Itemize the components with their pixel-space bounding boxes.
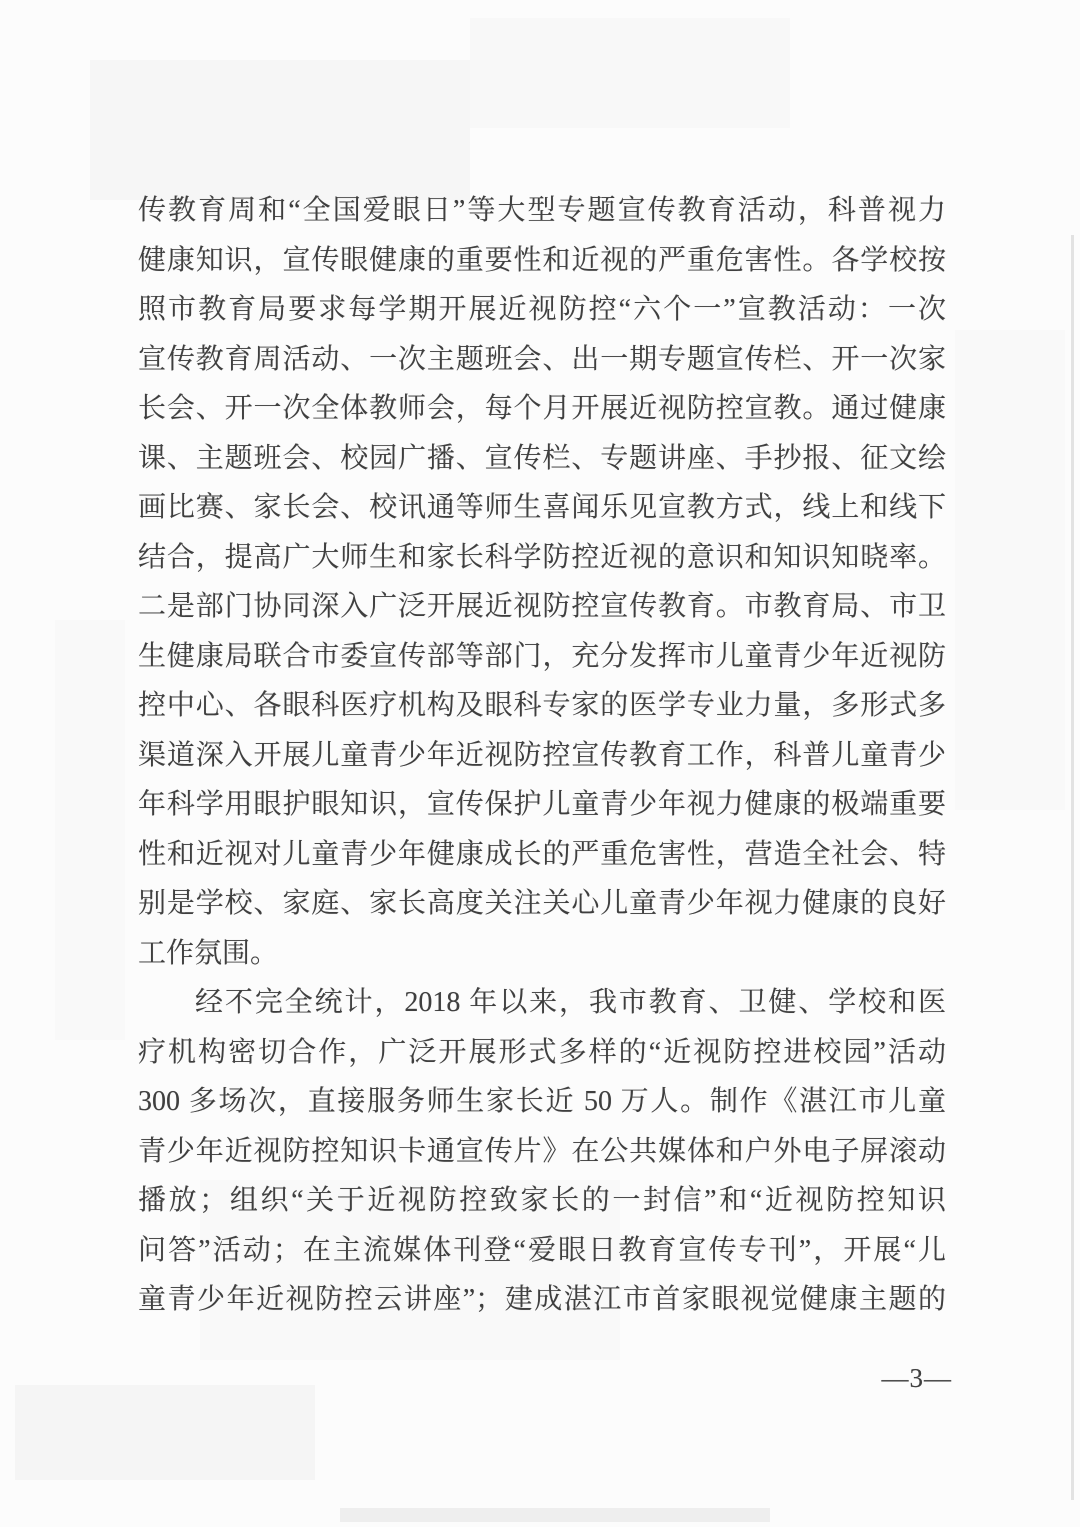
text-line: 别是学校、家庭、家长高度关注关心儿童青少年视力健康的良好	[138, 888, 946, 919]
text-line: 照市教育局要求每学期开展近视防控“六个一”宣教活动：一次	[138, 294, 946, 325]
text-line: 课、主题班会、校园广播、宣传栏、专题讲座、手抄报、征文绘	[138, 442, 946, 474]
scan-artifact	[90, 60, 470, 200]
text-line: 工作氛围。	[138, 937, 279, 969]
text-line: 经不完全统计，2018 年以来，我市教育、卫健、学校和医	[195, 987, 946, 1018]
page-number: —3—	[881, 1363, 952, 1393]
text-line: 青少年近视防控知识卡通宣传片》在公共媒体和户外电子屏滚动	[138, 1135, 946, 1167]
body-text	[138, 186, 946, 1325]
text-line: 二是部门协同深入广泛开展近视防控宣传教育。市教育局、市卫	[138, 591, 946, 622]
scan-artifact	[55, 620, 125, 1040]
text-line: 问答”活动；在主流媒体刊登“爱眼日教育宣传专刊”，开展“儿	[138, 1234, 946, 1266]
text-line: 控中心、各眼科医疗机构及眼科专家的医学专业力量，多形式多	[138, 690, 946, 721]
text-line: 年科学用眼护眼知识，宣传保护儿童青少年视力健康的极端重要	[138, 789, 946, 820]
scan-artifact	[340, 1508, 770, 1522]
text-line: 生健康局联合市委宣传部等部门，充分发挥市儿童青少年近视防	[138, 640, 946, 672]
text-line: 性和近视对儿童青少年健康成长的严重危害性，营造全社会、特	[138, 838, 946, 870]
text-line: 播放；组织“关于近视防控致家长的一封信”和“近视防控知识	[138, 1185, 946, 1216]
text-line: 童青少年近视防控云讲座”；建成湛江市首家眼视觉健康主题的	[138, 1284, 946, 1315]
text-line: 疗机构密切合作，广泛开展形式多样的“近视防控进校园”活动	[138, 1036, 946, 1068]
text-line: 传教育周和“全国爱眼日”等大型专题宣传教育活动，科普视力	[138, 195, 946, 226]
scan-artifact	[470, 18, 790, 128]
scan-edge-line	[1071, 235, 1074, 1500]
text-line: 渠道深入开展儿童青少年近视防控宣传教育工作，科普儿童青少	[138, 739, 946, 771]
text-line: 宣传教育周活动、一次主题班会、出一期专题宣传栏、开一次家	[138, 343, 946, 375]
text-line: 300 多场次，直接服务师生家长近 50 万人。制作《湛江市儿童	[138, 1086, 946, 1117]
paragraph-1	[138, 186, 946, 978]
text-line: 画比赛、家长会、校讯通等师生喜闻乐见宣教方式，线上和线下	[138, 492, 946, 523]
text-line: 健康知识，宣传眼健康的重要性和近视的严重危害性。各学校按	[138, 244, 946, 276]
scan-artifact	[15, 1385, 315, 1480]
text-line: 长会、开一次全体教师会，每个月开展近视防控宣教。通过健康	[138, 393, 946, 424]
paragraph-2	[138, 978, 946, 1325]
text-line: 结合，提高广大师生和家长科学防控近视的意识和知识知晓率。	[138, 541, 946, 573]
scan-artifact	[955, 330, 1065, 810]
